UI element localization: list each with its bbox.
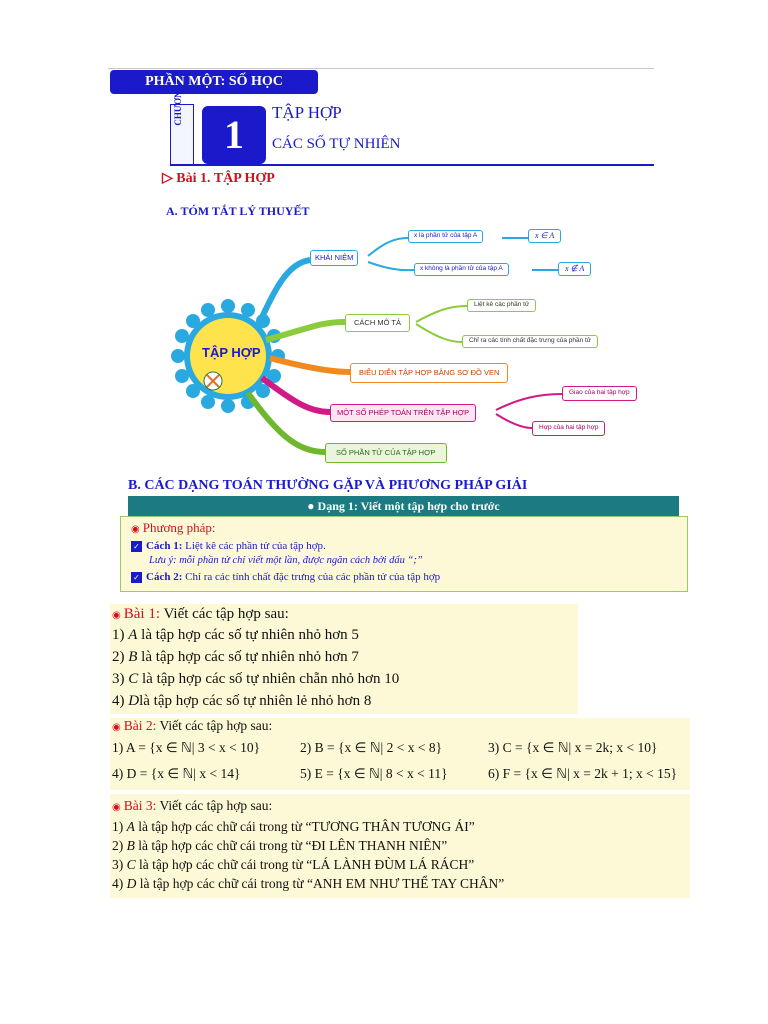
ex3-item: 4) D là tập hợp các chữ cái trong từ “ANH EM NHƯ THỂ TAY CHÂN” xyxy=(112,876,505,891)
section-b-heading: B. CÁC DẠNG TOÁN THƯỜNG GẶP VÀ PHƯƠNG PHÁP GIẢI xyxy=(128,478,528,493)
cmt-child-1: Liệt kê các phần tử xyxy=(467,299,536,312)
ex2-heading: ◉ Bài 2: Viết các tập hợp sau: xyxy=(112,718,273,733)
exercise-1 xyxy=(110,604,578,714)
chapter-tab xyxy=(170,84,194,166)
lesson-title: ▷ Bài 1. TẬP HỢP xyxy=(162,171,275,186)
chapter-title-2: CÁC SỐ TỰ NHIÊN xyxy=(272,136,401,152)
method-c1: ✓ Cách 1: Liệt kê các phần tử của tập hợp. xyxy=(131,540,326,552)
kn-child-2: x không là phần tử của tập A xyxy=(414,263,509,276)
mindmap xyxy=(170,218,670,486)
ex2-item: 3) C = {x ∈ ℕ| x = 2k; x < 10} xyxy=(488,740,658,755)
branch-phep-toan: MỘT SỐ PHÉP TOÁN TRÊN TẬP HỢP xyxy=(330,404,476,422)
ex2-item: 1) A = {x ∈ ℕ| 3 < x < 10} xyxy=(112,740,261,755)
top-rule xyxy=(108,68,654,69)
ex1-item: 4) Dlà tập hợp các số tự nhiên lẻ nhỏ hơn 8 xyxy=(112,693,372,709)
section-a-heading: A. TÓM TẮT LÝ THUYẾT xyxy=(166,204,310,218)
chapter-title-1: TẬP HỢP xyxy=(272,103,342,122)
chapter-tab-label: CHƯƠNG xyxy=(173,84,183,126)
method-note: Lưu ý: mỗi phần tử chỉ viết một lần, được ngăn cách bởi dấu “;” xyxy=(149,555,423,566)
ex3-item: 3) C là tập hợp các chữ cái trong từ “LÁ LÀNH ĐÙM LÁ RÁCH” xyxy=(112,857,475,872)
chapter-rule xyxy=(170,164,654,166)
method-c2: ✓ Cách 2: Chỉ ra các tính chất đặc trưng của các phần tử của tập hợp xyxy=(131,571,440,583)
method-title: ◉ Phương pháp: xyxy=(131,520,216,535)
ex3-heading: ◉ Bài 3: Viết các tập hợp sau: xyxy=(112,798,273,813)
pt-child-1: Giao của hai tập hợp xyxy=(562,386,637,401)
kn-notation-1: x ∈ A xyxy=(528,229,561,243)
part-banner: PHẦN MỘT: SỐ HỌC xyxy=(110,70,318,94)
ex1-item: 1) A là tập hợp các số tự nhiên nhỏ hơn 5 xyxy=(112,627,359,643)
method-box xyxy=(120,516,688,592)
ex1-item: 2) B là tập hợp các số tự nhiên nhỏ hơn 7 xyxy=(112,649,359,665)
branch-cach-mo-ta: CÁCH MÔ TẢ xyxy=(345,314,410,332)
branch-so-phan-tu: SỐ PHẦN TỬ CỦA TẬP HỢP xyxy=(325,443,447,463)
ex3-item: 1) A là tập hợp các chữ cái trong từ “TƯƠNG THÂN TƯƠNG ÁI” xyxy=(112,819,475,834)
check-icon: ✓ xyxy=(131,572,142,583)
exercise-2 xyxy=(110,718,690,790)
exercise-3 xyxy=(110,794,690,898)
dang-1-bar: ● Dạng 1: Viết một tập hợp cho trước xyxy=(128,496,679,516)
ex1-item: 3) C là tập hợp các số tự nhiên chẵn nhỏ hơn 10 xyxy=(112,671,400,687)
check-icon: ✓ xyxy=(131,541,142,552)
ex2-item: 2) B = {x ∈ ℕ| 2 < x < 8} xyxy=(300,740,443,755)
mindmap-center: TẬP HỢP xyxy=(202,345,261,360)
ex3-item: 2) B là tập hợp các chữ cái trong từ “ĐI LÊN THANH NIÊN” xyxy=(112,838,448,853)
branch-khai-niem: KHÁI NIỆM xyxy=(310,250,358,266)
ex2-item: 6) F = {x ∈ ℕ| x = 2k + 1; x < 15} xyxy=(488,766,678,781)
ex2-item: 5) E = {x ∈ ℕ| 8 < x < 11} xyxy=(300,766,448,781)
cmt-child-2: Chỉ ra các tính chất đặc trưng của phần tử xyxy=(462,335,598,348)
pt-child-2: Hợp của hai tập hợp xyxy=(532,421,605,436)
ex1-heading: ◉ Bài 1: Viết các tập hợp sau: xyxy=(112,606,289,622)
kn-notation-2: x ∉ A xyxy=(558,262,591,276)
chapter-number: 1 xyxy=(202,106,266,164)
branch-bieu-dien: BIỂU DIỄN TẬP HỢP BẰNG SƠ ĐỒ VEN xyxy=(350,363,508,383)
kn-child-1: x là phần tử của tập A xyxy=(408,230,483,243)
ex2-item: 4) D = {x ∈ ℕ| x < 14} xyxy=(112,766,241,781)
